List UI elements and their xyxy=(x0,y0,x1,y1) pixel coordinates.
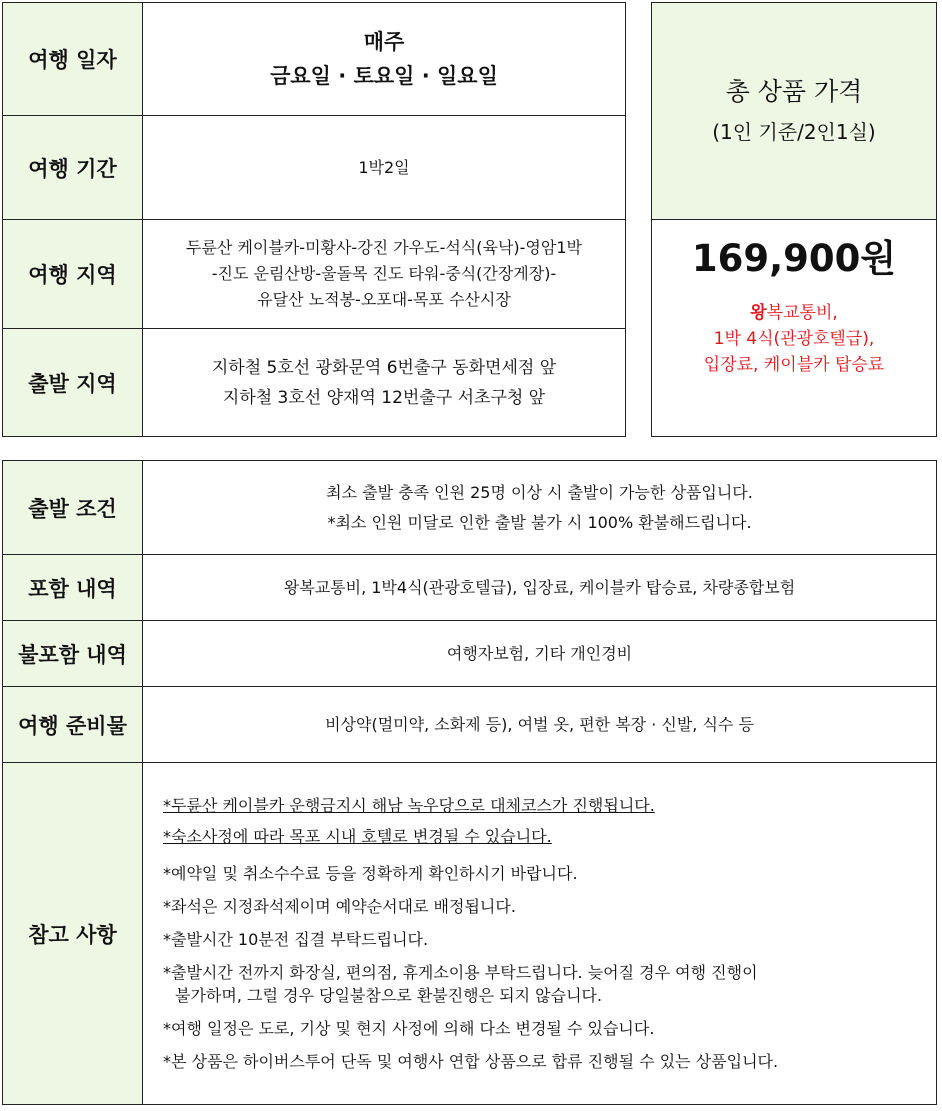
date-line1: 매주 xyxy=(363,30,405,54)
cond-value xyxy=(143,461,937,555)
notes-list xyxy=(143,763,937,1105)
cond-line1: 최소 출발 충족 인원 25명 이상 시 출발이 가능한 상품입니다. xyxy=(326,482,753,502)
date-label: 여행 일자 xyxy=(3,3,143,116)
price-subtitle: (1인 기준/2인1실) xyxy=(712,120,876,144)
depart-line1: 지하철 5호선 광화문역 6번출구 동화면세점 앞 xyxy=(211,357,557,378)
period-value: 1박2일 xyxy=(143,116,626,220)
trip-info-table xyxy=(2,2,626,437)
excl-label: 불포함 내역 xyxy=(3,621,143,687)
price-amount: 169,900원 xyxy=(691,237,897,280)
price-incl-line3: 입장료, 케이블카 탑승료 xyxy=(703,355,885,375)
region-value xyxy=(143,220,626,329)
note-item: *본 상품은 하이버스투어 단독 및 여행사 연합 상품으로 합류 진행될 수 있는 상품입니다. xyxy=(163,1052,779,1071)
price-incl-line1: 복교통비, xyxy=(766,303,838,323)
cond-label: 출발 조건 xyxy=(3,461,143,555)
cond-line2: *최소 인원 미달로 인한 출발 불가 시 100% 환불해드립니다. xyxy=(327,512,752,532)
price-body xyxy=(652,220,937,437)
note-item: *두륜산 케이블카 운행금지시 해남 녹우당으로 대체코스가 진행됩니다. xyxy=(163,796,655,815)
price-incl-first-char: 왕 xyxy=(750,303,767,323)
region-line3: 유달산 노적봉-오포대-목포 수산시장 xyxy=(257,290,511,309)
trip-detail-table xyxy=(2,460,937,1105)
region-line1: 두륜산 케이블카-미황사-강진 가우도-석식(육낙)-영암1박 xyxy=(186,238,582,257)
note-item: *좌석은 지정좌석제이며 예약순서대로 배정됩니다. xyxy=(163,897,516,916)
note-item: *출발시간 10분전 집결 부탁드립니다. xyxy=(163,930,429,949)
note-item-line2: 불가하며, 그럴 경우 당일불참으로 환불진행은 되지 않습니다. xyxy=(175,986,603,1005)
prep-label: 여행 준비물 xyxy=(3,687,143,763)
region-line2: -진도 운림산방-울돌목 진도 타워-중식(간장게장)- xyxy=(211,264,557,283)
depart-line2: 지하철 3호선 양재역 12번출구 서초구청 앞 xyxy=(222,387,546,408)
notes-label: 참고 사항 xyxy=(3,763,143,1105)
depart-label: 출발 지역 xyxy=(3,329,143,437)
prep-value: 비상약(멀미약, 소화제 등), 여벌 옷, 편한 복장 · 신발, 식수 등 xyxy=(143,687,937,763)
incl-label: 포함 내역 xyxy=(3,555,143,621)
note-item xyxy=(163,961,936,1007)
price-header xyxy=(652,3,937,220)
date-line2: 금요일 · 토요일 · 일요일 xyxy=(270,64,498,88)
incl-value: 왕복교통비, 1박4식(관광호텔급), 입장료, 케이블카 탑승료, 차량종합보험 xyxy=(143,555,937,621)
note-item: *숙소사정에 따라 목포 시내 호텔로 변경될 수 있습니다. xyxy=(163,827,552,846)
price-inclusions xyxy=(652,300,936,378)
region-label: 여행 지역 xyxy=(3,220,143,329)
price-table xyxy=(651,2,937,437)
depart-value xyxy=(143,329,626,437)
price-title: 총 상품 가격 xyxy=(725,77,863,106)
note-item: *여행 일정은 도로, 기상 및 현지 사정에 의해 다소 변경될 수 있습니다. xyxy=(163,1019,655,1038)
excl-value: 여행자보험, 기타 개인경비 xyxy=(143,621,937,687)
date-value xyxy=(143,3,626,116)
period-label: 여행 기간 xyxy=(3,116,143,220)
note-item: *예약일 및 취소수수료 등을 정확하게 확인하시기 바랍니다. xyxy=(163,864,578,883)
note-item-line1: *출발시간 전까지 화장실, 편의점, 휴게소이용 부탁드립니다. 늦어질 경우 여행 진행이 xyxy=(163,963,758,982)
price-incl-line2: 1박 4식(관광호텔급), xyxy=(713,329,875,349)
